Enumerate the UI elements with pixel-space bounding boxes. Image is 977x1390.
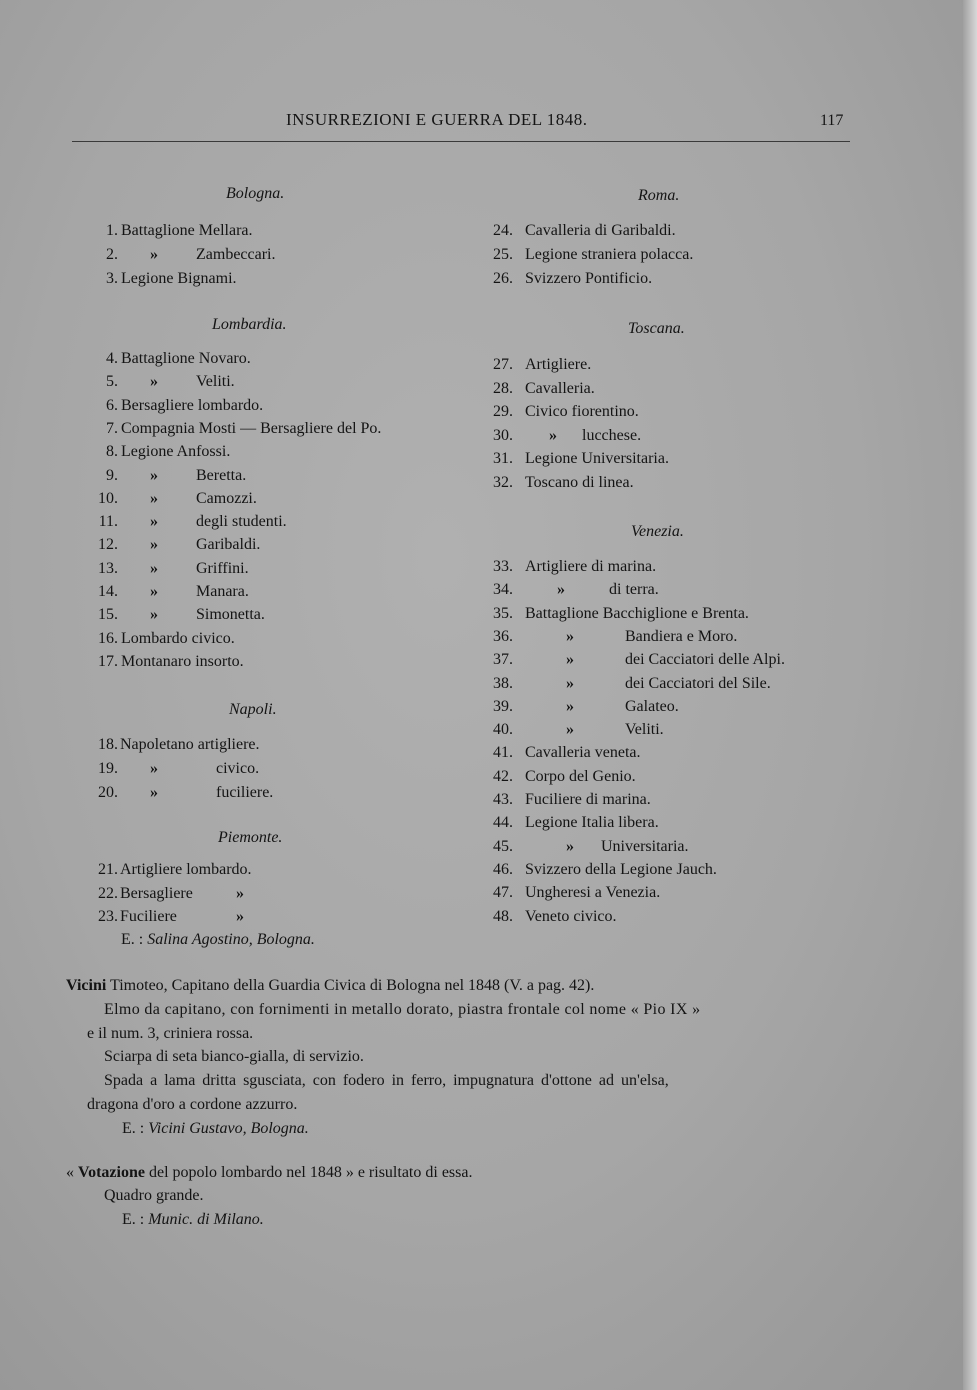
item-text: Ungheresi a Venezia.: [525, 884, 661, 902]
item-number: 27.: [493, 356, 513, 373]
ditto-mark: »: [150, 489, 158, 507]
section-title-lombardia: Lombardia.: [212, 316, 287, 333]
list-item: [491, 860, 717, 879]
entry-vicini-heading: [66, 977, 594, 995]
ditto-mark: »: [566, 721, 574, 739]
list-item: [84, 629, 235, 648]
item-text: Fuciliere: [120, 908, 177, 925]
list-item: [491, 558, 657, 576]
item-text: Legione Bignami.: [121, 270, 237, 287]
item-text: di terra.: [609, 581, 659, 599]
list-item: [491, 627, 738, 646]
list-item: [491, 791, 651, 809]
item-text: Galateo.: [625, 697, 679, 715]
ditto-mark: »: [557, 581, 565, 599]
list-item: [491, 814, 659, 832]
item-text: Zambeccari.: [196, 246, 276, 263]
ditto-mark: »: [150, 559, 158, 577]
list-item: [491, 697, 679, 716]
item-number: 8.: [106, 443, 118, 461]
item-text: fuciliere.: [216, 784, 274, 801]
list-item: [491, 379, 595, 398]
ditto-mark: »: [566, 697, 574, 715]
item-number: 4.: [106, 350, 118, 367]
list-item: [491, 246, 694, 264]
item-number: 3.: [106, 270, 118, 287]
item-text: Veneto civico.: [525, 907, 617, 925]
list-item: [84, 559, 249, 578]
list-item: [491, 721, 664, 739]
section-title-piemonte: Piemonte.: [218, 829, 283, 846]
item-number: 28.: [493, 379, 513, 397]
item-text: Veliti.: [196, 373, 235, 391]
item-number: 15.: [98, 606, 118, 624]
section-title-napoli: Napoli.: [229, 701, 277, 718]
item-text: Battaglione Mellara.: [121, 222, 253, 239]
item-text: Artigliere di marina.: [525, 558, 657, 575]
item-number: 12.: [98, 536, 118, 554]
entry-votazione-line1: Quadro grande.: [104, 1187, 204, 1204]
source-text: Salina Agostino, Bologna.: [147, 931, 315, 948]
entry-vicini-line3: Sciarpa di seta bianco-gialla, di servizio.: [104, 1048, 364, 1065]
list-item: [84, 536, 261, 554]
item-number: 42.: [493, 767, 513, 785]
entry-votazione-name: Votazione: [78, 1164, 145, 1181]
list-item: [491, 356, 592, 374]
item-number: 23.: [98, 908, 118, 925]
item-number: 18.: [98, 736, 118, 753]
item-text: Camozzi.: [196, 489, 257, 507]
entry-votazione-title: del popolo lombardo nel 1848 » e risultato di essa.: [148, 1164, 473, 1181]
list-item: [491, 426, 642, 445]
source-prefix: E. :: [122, 1211, 145, 1228]
item-text: lucchese.: [582, 426, 642, 444]
item-text: Bersagliere: [120, 884, 193, 902]
ditto-mark: »: [150, 513, 158, 531]
item-text: Legione straniera polacca.: [525, 246, 694, 263]
item-text: Svizzero Pontificio.: [525, 270, 653, 287]
entry-vicini-name: Vicini: [66, 977, 107, 994]
item-text: Legione Anfossi.: [121, 443, 231, 461]
ditto-mark: »: [150, 246, 158, 263]
list-item: [491, 581, 659, 599]
ditto-mark: »: [566, 837, 574, 855]
list-item: [84, 606, 265, 624]
item-number: 24.: [493, 222, 513, 239]
ditto-mark: »: [150, 760, 158, 777]
item-text: Toscano di linea.: [525, 473, 634, 491]
list-item: [84, 350, 251, 368]
item-text: Legione Universitaria.: [525, 450, 669, 467]
item-text: Napoletano artigliere.: [120, 736, 260, 753]
item-number: 39.: [493, 697, 513, 715]
item-number: 34.: [493, 581, 513, 599]
ditto-mark: »: [236, 908, 244, 925]
item-number: 13.: [98, 559, 118, 577]
section-title-bologna: Bologna.: [226, 185, 285, 202]
list-item: [84, 736, 260, 754]
item-number: 25.: [493, 246, 513, 263]
item-number: 22.: [98, 884, 118, 902]
item-text: dei Cacciatori del Sile.: [625, 674, 771, 692]
list-item: [84, 373, 235, 391]
list-item: [84, 419, 382, 438]
list-item: [84, 396, 264, 415]
item-number: 16.: [98, 629, 118, 647]
item-number: 5.: [106, 373, 118, 391]
page-edge: [963, 0, 977, 1390]
ditto-mark: »: [236, 884, 244, 902]
page-number: 117: [820, 112, 844, 129]
list-item: [84, 246, 276, 264]
ditto-mark: »: [566, 674, 574, 692]
source-prefix: E. :: [122, 1120, 145, 1137]
item-text: Battaglione Bacchiglione e Brenta.: [525, 604, 749, 622]
item-number: 47.: [493, 884, 513, 902]
list-item: [84, 513, 287, 531]
item-text: Artigliere lombardo.: [120, 861, 252, 878]
item-number: 26.: [493, 270, 513, 287]
list-item: [491, 450, 669, 468]
list-item: [84, 443, 231, 461]
list-item: [491, 674, 771, 693]
source-text: Munic. di Milano.: [148, 1211, 264, 1228]
item-number: 9.: [106, 466, 118, 484]
item-number: 21.: [98, 861, 118, 878]
list-item: [491, 473, 634, 492]
item-number: 32.: [493, 473, 513, 491]
item-text: Veliti.: [625, 721, 664, 739]
list-item: [84, 652, 244, 671]
list-item: [491, 651, 785, 669]
item-text: Bersagliere lombardo.: [121, 396, 264, 414]
list-item: [491, 270, 653, 288]
item-text: Simonetta.: [196, 606, 265, 624]
item-text: Griffini.: [196, 559, 249, 577]
list-item: [84, 222, 253, 240]
item-text: civico.: [216, 760, 260, 777]
header-rule: [72, 141, 850, 142]
open-quote: «: [66, 1164, 74, 1181]
entry-votazione-heading: [66, 1164, 472, 1182]
ditto-mark: »: [549, 426, 557, 444]
item-text: Compagnia Mosti — Bersagliere del Po.: [121, 419, 382, 437]
list-item: [491, 403, 639, 421]
list-item: [84, 861, 252, 879]
item-text: Lombardo civico.: [121, 629, 235, 647]
ditto-mark: »: [150, 536, 158, 554]
item-number: 43.: [493, 791, 513, 808]
item-number: 35.: [493, 604, 513, 622]
item-number: 2.: [106, 246, 118, 263]
item-text: Civico fiorentino.: [525, 403, 639, 420]
entry-vicini-line2: e il num. 3, criniera rossa.: [87, 1025, 254, 1042]
item-number: 29.: [493, 403, 513, 420]
item-number: 6.: [106, 396, 118, 414]
item-text: degli studenti.: [196, 513, 287, 531]
running-header: INSURREZIONI E GUERRA DEL 1848.: [286, 110, 588, 129]
item-number: 48.: [493, 907, 513, 925]
item-number: 37.: [493, 651, 513, 669]
list-item: [491, 222, 676, 240]
ditto-mark: »: [150, 784, 158, 801]
entry-vicini-line1: Elmo da capitano, con fornimenti in metallo dorato, piastra frontale col nome « Pio IX »: [104, 1001, 701, 1018]
item-text: Svizzero della Legione Jauch.: [525, 860, 717, 878]
item-text: Beretta.: [196, 466, 247, 484]
item-text: Artigliere.: [525, 356, 592, 373]
list-item: [491, 767, 636, 786]
ditto-mark: »: [150, 466, 158, 484]
entry-votazione-source: [122, 1211, 264, 1229]
item-text: Bandiera e Moro.: [625, 627, 738, 645]
ditto-mark: »: [150, 583, 158, 600]
source-text: Vicini Gustavo, Bologna.: [148, 1120, 309, 1137]
item-number: 33.: [493, 558, 513, 575]
item-text: Battaglione Novaro.: [121, 350, 251, 367]
entry-vicini-line5: dragona d'oro a cordone azzurro.: [87, 1096, 298, 1113]
item-text: Corpo del Genio.: [525, 767, 636, 785]
item-number: 1.: [106, 222, 118, 239]
list-item: [491, 604, 749, 623]
list-item: [84, 908, 244, 926]
section-title-toscana: Toscana.: [628, 320, 685, 337]
list-item: [84, 489, 257, 508]
item-text: Universitaria.: [601, 837, 689, 855]
item-number: 10.: [98, 489, 118, 507]
item-number: 44.: [493, 814, 513, 832]
list-item: [491, 744, 641, 762]
item-number: 46.: [493, 860, 513, 878]
item-text: Cavalleria.: [525, 379, 595, 397]
section-title-venezia: Venezia.: [631, 523, 684, 540]
item-number: 38.: [493, 674, 513, 692]
item-text: Cavalleria di Garibaldi.: [525, 222, 676, 239]
item-number: 31.: [493, 450, 513, 467]
list-item: [491, 884, 661, 902]
item-number: 36.: [493, 627, 513, 645]
item-number: 11.: [98, 513, 118, 531]
list-item: [84, 760, 260, 778]
item-text: Manara.: [196, 583, 249, 600]
item-text: Cavalleria veneta.: [525, 744, 641, 762]
list-item: [491, 837, 689, 856]
section-title-roma: Roma.: [638, 187, 680, 204]
ditto-mark: »: [566, 627, 574, 645]
item-text: Legione Italia libera.: [525, 814, 659, 832]
list-item: [84, 784, 274, 802]
item-number: 41.: [493, 744, 513, 762]
item-number: 14.: [98, 583, 118, 600]
entry-vicini-line4: Spada a lama dritta sgusciata, con fodero in ferro, impugnatura d'ottone ad un'elsa,: [104, 1072, 669, 1089]
entry-vicini-title: Timoteo, Capitano della Guardia Civica di Bologna nel 1848 (V. a pag. 42).: [110, 977, 595, 994]
item-number: 45.: [493, 837, 513, 855]
list-item: [491, 907, 617, 926]
item-number: 17.: [98, 652, 118, 670]
item-text: Montanaro insorto.: [121, 652, 244, 670]
list-item: [84, 270, 237, 288]
item-number: 40.: [493, 721, 513, 739]
source-left: [121, 931, 315, 949]
entry-vicini-source: [122, 1120, 309, 1138]
list-item: [84, 466, 247, 485]
source-prefix: E. :: [121, 931, 144, 948]
item-number: 20.: [98, 784, 118, 801]
item-number: 19.: [98, 760, 118, 777]
ditto-mark: »: [566, 651, 574, 669]
item-number: 30.: [493, 426, 513, 444]
list-item: [84, 583, 249, 601]
ditto-mark: »: [150, 373, 158, 391]
item-text: Garibaldi.: [196, 536, 261, 554]
item-text: Fuciliere di marina.: [525, 791, 651, 808]
item-number: 7.: [106, 419, 118, 437]
ditto-mark: »: [150, 606, 158, 624]
item-text: dei Cacciatori delle Alpi.: [625, 651, 785, 669]
list-item: [84, 884, 244, 903]
